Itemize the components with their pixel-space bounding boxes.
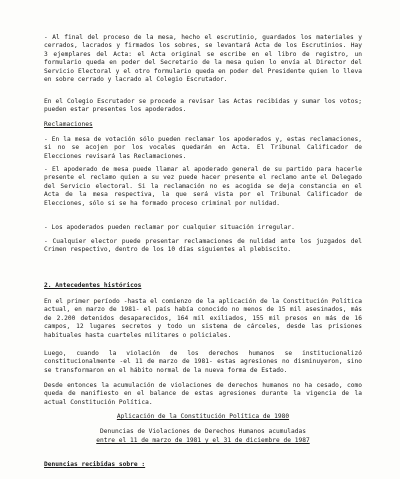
paragraph-luego: Luego, cuando la violación de los derechos humanos se institucionalizó constitucionalmente -el 11 de marzo de 1981- estas agresiones no disminuyeron, sino se transformaron en el hábito normal de la nueva forma de Estado. (44, 350, 362, 374)
heading-antecedentes-historicos: 2. Antecedentes históricos (44, 282, 142, 289)
paragraph-colegio-escrutador: En el Colegio Escrutador se procede a revisar las Actas recibidas y sumar los votos; pueden estar presentes los apoderados. (44, 98, 362, 114)
heading-reclamaciones: Reclamaciones (44, 121, 93, 128)
paragraph-primer-periodo: En el primer período -hasta el comienzo de la aplicación de la Constitución Política actual, en marzo de 1981- el país había conocido no menos de 15 mil asesinados, más de 2.200 detenidos desaparecidos, 164 mil exiliados, 155 mil presos en más de 16 campos, 12 lugares secretos y todo un sistema de cárceles, desde las prisiones habituales hasta cuarteles militares o policiales. (44, 298, 362, 339)
paragraph-desde-entonces: Desde entonces la acumulación de violaciones de derechos humanos no ha cesado, como queda de manifiesto en el balance de estas agresiones durante la vigencia de la actual Constitución Política. (44, 382, 362, 406)
denuncias-caption-line2: entre el 11 de marzo de 1981 y el 31 de diciembre de 1987 (96, 437, 310, 444)
paragraph-apoderados-reclamar: - Los apoderados pueden reclamar por cualquier situación irregular. (44, 224, 295, 231)
paragraph-apoderado-mesa: - El apoderado de mesa puede llamar al apoderado general de su partido para hacerle presente el reclamo quien a su vez puede hacer presente el reclamo ante el Delegado del Servicio electoral. Si la reclamación no es acogida se deja constancia en el Acta de la mesa respectiva, la que será vista por el Tribunal Calificador de Elecciones, sólo si se ha formado proceso criminal por nulidad. (44, 166, 362, 207)
paragraph-reclamaciones-mesa: - En la mesa de votación sólo pueden reclamar los apoderados y, estas reclamaciones, si no se acojen por los vocales quedarán en Acta. El Tribunal Calificador de Elecciones revisará las Reclamaciones. (44, 136, 362, 160)
paragraph-cualquier-elector: - Cualquier elector puede presentar reclamaciones de nulidad ante los juzgados del Crimen respectivo, dentro de los 10 días siguientes al plebiscito. (44, 238, 362, 254)
subheading-constitucion-1980: Aplicación de la Constitución Política de 1980 (116, 413, 290, 420)
denuncias-caption-line1: Denuncias de Violaciones de Derechos Humanos acumuladas (100, 428, 306, 435)
paragraph-acta-escrutinios: - Al final del proceso de la mesa, hecho el escrutinio, guardados los materiales y cerrados, lacrados y firmados los sobres, se levantará Acta de los Escrutinios. Hay 3 ejemplares del Acta: el Acta original se escribe en el libro de registro, un formulario queda en poder del Secretario de la mesa quien lo envía al Director del Servicio Electoral y el otro formulario queda en poder del Presidente quien lo lleva en sobre cerrado y lacrado al Colegio Escrutador. (44, 34, 362, 84)
denuncias-recibidas-label: Denuncias recibidas sobre : (44, 461, 146, 468)
